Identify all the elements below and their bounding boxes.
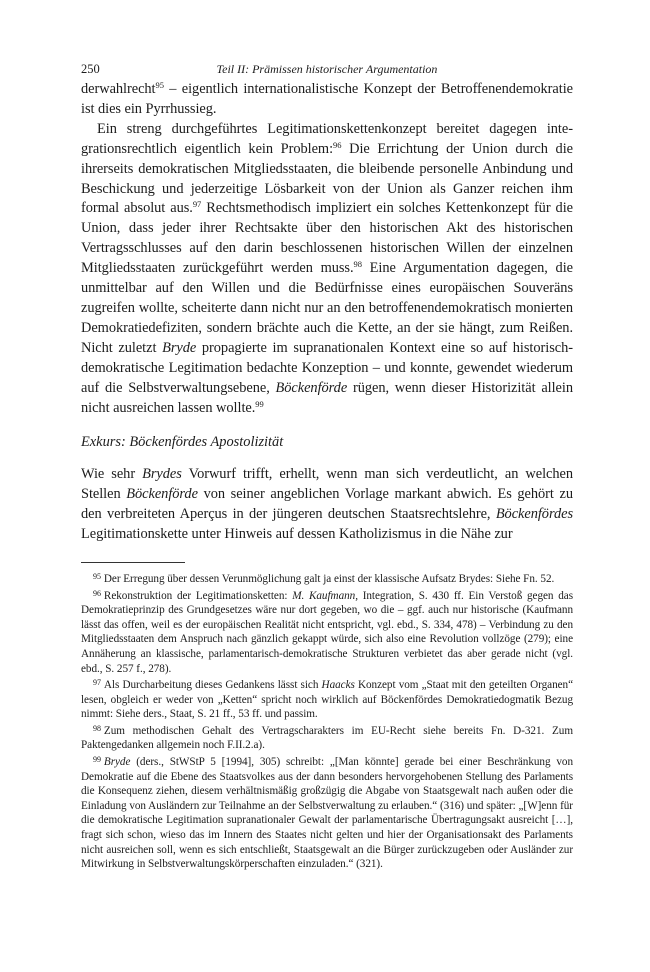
- footnote-number: 95: [93, 571, 101, 581]
- footnote-separator: [81, 562, 185, 563]
- footnote-number: 98: [93, 723, 101, 733]
- paragraph-3: Wie sehr Brydes Vorwurf trifft, erhellt, wenn man sich verdeutlicht, an welchen Stellen Böckenförde von seiner angeblichen Vorlage markant abwich. Es gehört zu den verbreiteten Aperçus in der jüngeren deutschen Staatsrechtslehre, Böckenfördes Legitimationskette unter Hinweis auf dessen Katholizismus in die Nähe zur: [81, 466, 573, 543]
- footnote-ref-95[interactable]: 95: [155, 80, 164, 90]
- footnote-ref-98[interactable]: 98: [353, 259, 362, 270]
- footnote-number: 96: [93, 588, 101, 598]
- page-number: 250: [81, 62, 100, 76]
- body-text: [81, 80, 573, 545]
- running-title: Teil II: Prämissen historischer Argumentation: [216, 62, 438, 76]
- footnote-number: 99: [93, 755, 101, 765]
- footnote-number: 97: [93, 678, 101, 688]
- footnote-97: $^{97}$ Als Durcharbeitung dieses Gedankens lässt sich Haacks Konzept vom „Staat mit den geteilten Organen“ lesen, obgleich er weder von „Ketten“ spricht noch wirklich auf Böckenfördes Demokratiedogmatik Bezug nimmt: Siehe ders., Staat, S. 21 ff., 53 ff. und passim.: [81, 678, 573, 721]
- footnote-95: $^{95}$ Der Erregung über dessen Verunmöglichung galt ja einst der klassische Aufsatz Brydes: Siehe Fn. 52.: [93, 571, 555, 585]
- book-page: [81, 58, 573, 874]
- footnote-ref-96[interactable]: 96: [333, 139, 342, 150]
- section-heading: Exkurs: Böckenfördes Apostolizität: [81, 434, 284, 451]
- footnote-98: $^{98}$ Zum methodischen Gehalt des Vertragscharakters im EU-Recht siehe bereits Fn. D-321. Zum Paktengedanken allgemein noch F.II.2.a).: [81, 723, 573, 752]
- paragraph-1: derwahlrecht$^{95}$ – eigentlich internationalistische Konzept der Betroffenendemokratie ist dies ein Pyrrhussieg.: [81, 80, 573, 117]
- footnotes: [81, 572, 573, 872]
- paragraph-2: Ein streng durchgeführtes Legitimationskettenkonzept bereitet dagegen integrationsrechtlich eigentlich kein Problem:$^{96}$ Die Errichtung der Union durch die ihrerseits demokratischen Mitgliedsstaaten, die bleibende personelle Anbindung und Beschickung und jederzeitige Lösbarkeit von der Union als Ganzer reichen ihm formal absolut aus.$^{97}$ Rechtsmethodisch impliziert ein solches Kettenkonzept für die Union, dass jeder ihrer Rechtsakte über den historischen Akt des historischen Vertragsschlusses auf den darin beschlossenen historischen Willen der einzelnen Mitgliedsstaaten zurückgeführt werden muss.$^{98}$ Eine Argumentation dagegen, die unmittelbar auf den Willen und die Bedürfnisse eines europäischen Souveräns zugreifen wollte, scheiterte dann nicht nur an den betroffenendemokratisch monierten Demokratiedefiziten, sondern brächte auch die Kette, an der sie hängt, zum Reißen. Nicht zuletzt Bryde propagierte im supranationalen Kontext eine so auf historisch-demokratische Legitimation bedachte Konzeption – und konnte, gewendet wiederum auf die Selbstverwaltungsebene, Böckenförde rügen, wenn dieser Historizität allein nicht ausreichen lassen wollte.$^{99}$: [81, 120, 573, 416]
- footnote-ref-97[interactable]: 97: [192, 199, 202, 210]
- footnote-96: $^{96}$ Rekonstruktion der Legitimationsketten: M. Kaufmann, Integration, S. 430 ff. Ein Verstoß gegen das Demokratieprinzip des Grundgesetzes wäre nur dort gegeben, wo die – ggf. auch nur historische (Kaufmann lässt das offen, weil es der europäischen Realität nicht entspricht, vgl. ebd., S. 334, 478) – Verbindung zu den Mitgliedsstaaten dem Anspruch nach gänzlich gekappt würde, sich also eine Revolution vollzöge (279); eine Annäherung an klassische, parlamentarisch-demokratische Strukturen verbietet das aber gerade nicht (vgl. ebd., S. 257 f., 278).: [81, 588, 573, 675]
- footnote-99: $^{99}$ Bryde (ders., StWStP 5 [1994], 305) schreibt: „[Man könnte] gerade bei einer Beschränkung von Demokratie auf die Ebene des Staatsvolkes aus der dann besonders hervorgehobenen Stellung des Parlaments die Konsequenz ziehen, diesem verhältnismäßig großzügig die Abgabe von Staatsgewalt nach außen oder die Einladung von Ausländern zur Teilnahme an der Selbstverwaltung zu erlauben.“ (316) und später: „[W]enn für die demokratische Legitimation supranationaler Gewalt der parlamentarische Übertragungsakt ausreicht […], fragt sich schon, wieso das im Innern des Staates nicht gelten und hier der Organisationsakt des Parlaments nicht ausreichen soll, wenn es sich entschließt, Staatsgewalt an die Bürger zurückzugeben oder Ausländer zur Mitwirkung in Selbstverwaltungskörperschaften einzuladen.“ (321).: [81, 755, 573, 871]
- footnote-ref-99[interactable]: 99: [255, 398, 264, 409]
- running-head: [81, 58, 573, 80]
